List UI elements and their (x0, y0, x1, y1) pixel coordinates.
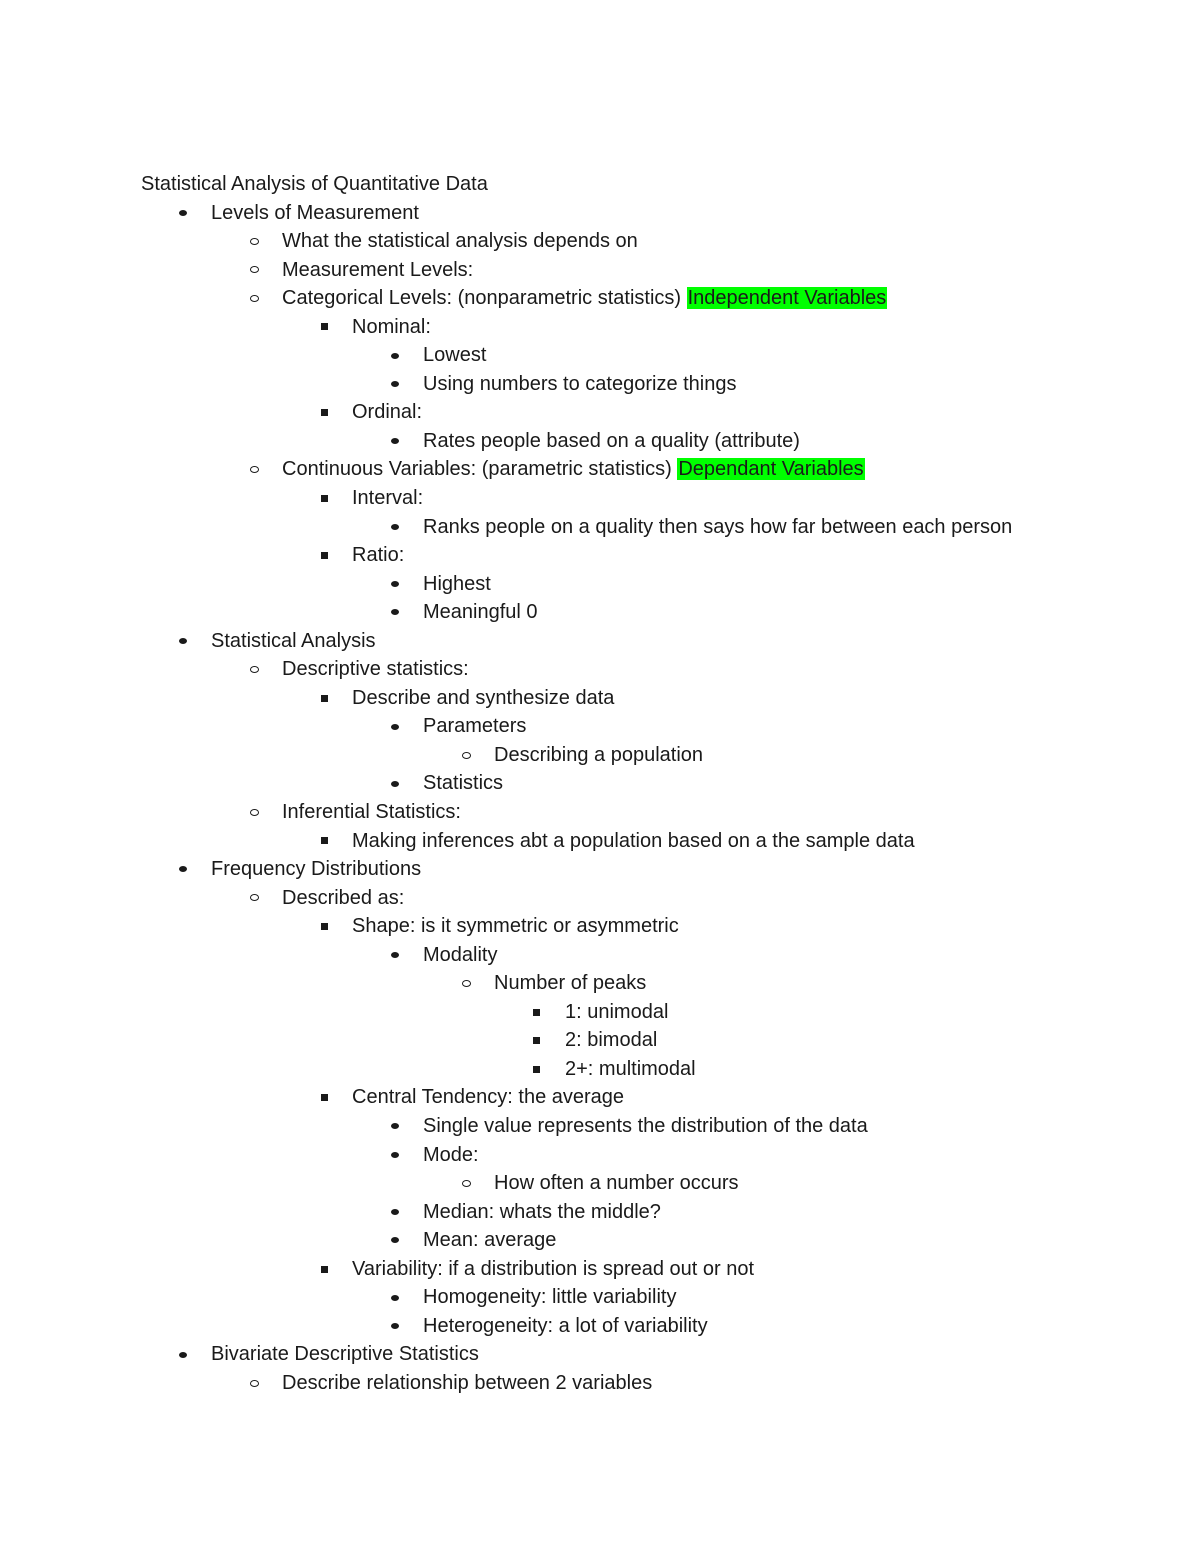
list-item-text (352, 1083, 624, 1112)
disc-bullet-icon (388, 1198, 402, 1227)
highlighted-text: Dependant Variables (678, 458, 864, 481)
disc-bullet-icon (388, 941, 402, 970)
list-item-text (423, 427, 800, 456)
list-item-text (423, 370, 737, 399)
disc-bullet-icon (388, 1226, 402, 1255)
list-item-label: Describing a population (494, 743, 704, 766)
list-item-label: Ratio: (352, 544, 405, 567)
list-item (0, 998, 1200, 1027)
list-item-label: Homogeneity: little variability (423, 1286, 677, 1309)
list-item (0, 427, 1200, 456)
list-item-label: Categorical Levels: (nonparametric statistics) (282, 287, 687, 310)
list-item (0, 1255, 1200, 1284)
list-item (0, 570, 1200, 599)
list-item-label: Heterogeneity: a lot of variability (423, 1314, 708, 1337)
square-bullet-icon (317, 1083, 331, 1112)
circle-bullet-icon (247, 1369, 261, 1398)
disc-bullet-icon (176, 855, 190, 884)
list-item (0, 313, 1200, 342)
disc-bullet-icon (388, 769, 402, 798)
list-item-label: Meaningful 0 (423, 601, 538, 624)
list-item (0, 1226, 1200, 1255)
list-item-label: Mean: average (423, 1229, 557, 1252)
list-item-label: Variability: if a distribution is spread out or not (352, 1257, 755, 1280)
list-item-text (211, 1340, 479, 1369)
list-item-text (352, 313, 431, 342)
square-bullet-icon (317, 827, 331, 856)
list-item-text (352, 484, 423, 513)
list-item-label: Statistics (423, 772, 504, 795)
list-item (0, 769, 1200, 798)
list-item-label: Median: whats the middle? (423, 1200, 661, 1223)
list-item (0, 1312, 1200, 1341)
list-item-text (423, 769, 503, 798)
list-item (0, 1112, 1200, 1141)
list-item (0, 1369, 1200, 1398)
list-item-label: Single value represents the distribution of the data (423, 1115, 868, 1137)
list-item-text (282, 256, 473, 285)
list-item-text (565, 998, 668, 1027)
list-item-label: Central Tendency: the average (352, 1086, 625, 1109)
circle-bullet-icon (459, 741, 473, 770)
list-item (0, 256, 1200, 285)
disc-bullet-icon (388, 370, 402, 399)
list-item (0, 941, 1200, 970)
disc-bullet-icon (176, 627, 190, 656)
circle-bullet-icon (459, 969, 473, 998)
disc-bullet-icon (388, 341, 402, 370)
list-item-label: Frequency Distributions (211, 858, 422, 881)
list-item-text (352, 398, 422, 427)
list-item-text (423, 1283, 676, 1312)
list-item (0, 398, 1200, 427)
list-item (0, 912, 1200, 941)
circle-bullet-icon (247, 884, 261, 913)
circle-bullet-icon (247, 798, 261, 827)
list-item-label: 2+: multimodal (565, 1057, 696, 1080)
list-item (0, 969, 1200, 998)
list-item-label: Statistical Analysis (211, 629, 376, 652)
list-item-label: Lowest (423, 344, 487, 367)
list-item-label: Ranks people on a quality then says how far between each person (423, 515, 1013, 538)
list-item-label: Describe and synthesize data (352, 686, 615, 709)
disc-bullet-icon (388, 513, 402, 542)
list-item-label: Describe relationship between 2 variables (282, 1371, 653, 1394)
list-item (0, 513, 1200, 542)
list-item-text (352, 684, 614, 713)
list-item-label: Levels of Measurement (211, 201, 419, 224)
page-title: Statistical Analysis of Quantitative Data (141, 173, 488, 195)
disc-bullet-icon (388, 1141, 402, 1170)
square-bullet-icon (317, 684, 331, 713)
list-item-label: Descriptive statistics: (282, 658, 469, 681)
list-item (0, 199, 1200, 228)
list-item-text (282, 884, 404, 913)
list-item-label: Using numbers to categorize things (423, 372, 737, 395)
list-item-text (211, 627, 376, 656)
list-item-text (352, 827, 915, 856)
list-item-label: Parameters (423, 715, 527, 738)
list-item (0, 712, 1200, 741)
list-item-text (565, 1026, 657, 1055)
list-item-text (282, 798, 461, 827)
list-item-text (423, 570, 491, 599)
square-bullet-icon (317, 313, 331, 342)
list-item-text (352, 912, 679, 941)
list-item-text (282, 227, 638, 256)
disc-bullet-icon (388, 1112, 402, 1141)
highlighted-text: Independent Variables (687, 287, 887, 310)
list-item-text (423, 1141, 479, 1170)
bullet-outline (0, 199, 1200, 1398)
list-item (0, 655, 1200, 684)
disc-bullet-icon (388, 598, 402, 627)
list-item-label: 1: unimodal (565, 1000, 669, 1023)
disc-bullet-icon (388, 1312, 402, 1341)
list-item (0, 1340, 1200, 1369)
list-item (0, 1169, 1200, 1198)
list-item-text (494, 741, 703, 770)
list-item (0, 798, 1200, 827)
list-item-text (494, 969, 646, 998)
list-item (0, 227, 1200, 256)
list-item-label: 2: bimodal (565, 1029, 658, 1052)
list-item-label: Ordinal: (352, 401, 423, 424)
list-item-label: Modality (423, 943, 498, 966)
list-item-label: Nominal: (352, 315, 431, 338)
list-item-label: Described as: (282, 886, 405, 909)
square-bullet-icon (529, 998, 543, 1027)
list-item-text (423, 1112, 868, 1141)
list-item-label: Highest (423, 572, 491, 595)
disc-bullet-icon (176, 1340, 190, 1369)
list-item-text (423, 513, 1012, 542)
circle-bullet-icon (247, 256, 261, 285)
list-item-text (423, 341, 486, 370)
list-item-label: Making inferences abt a population based on a the sample data (352, 829, 915, 852)
list-item (0, 284, 1200, 313)
square-bullet-icon (529, 1026, 543, 1055)
list-item (0, 1283, 1200, 1312)
list-item-text (282, 284, 887, 313)
list-item-label: Mode: (423, 1143, 479, 1166)
list-item (0, 684, 1200, 713)
list-item (0, 827, 1200, 856)
list-item-text (282, 655, 469, 684)
disc-bullet-icon (388, 712, 402, 741)
list-item-label: Interval: (352, 486, 424, 509)
list-item (0, 598, 1200, 627)
list-item-label: Measurement Levels: (282, 258, 474, 281)
list-item-label: How often a number occurs (494, 1172, 739, 1195)
list-item (0, 1141, 1200, 1170)
disc-bullet-icon (388, 570, 402, 599)
list-item-text (494, 1169, 739, 1198)
list-item-text (423, 712, 526, 741)
list-item-text (423, 941, 497, 970)
list-item (0, 627, 1200, 656)
list-item (0, 741, 1200, 770)
list-item (0, 1198, 1200, 1227)
square-bullet-icon (317, 398, 331, 427)
circle-bullet-icon (247, 455, 261, 484)
disc-bullet-icon (388, 1283, 402, 1312)
list-item-text (211, 855, 421, 884)
list-item-label: Continuous Variables: (parametric statistics) (282, 458, 678, 481)
list-item-text (282, 1369, 652, 1398)
list-item (0, 855, 1200, 884)
list-item-label: What the statistical analysis depends on (282, 230, 638, 253)
square-bullet-icon (317, 1255, 331, 1284)
disc-bullet-icon (388, 427, 402, 456)
list-item (0, 1026, 1200, 1055)
circle-bullet-icon (247, 284, 261, 313)
list-item-text (423, 1312, 708, 1341)
list-item-label: Number of peaks (494, 972, 647, 995)
list-item-text (282, 455, 865, 484)
square-bullet-icon (317, 912, 331, 941)
circle-bullet-icon (247, 227, 261, 256)
square-bullet-icon (317, 541, 331, 570)
list-item-label: Bivariate Descriptive Statistics (211, 1343, 479, 1366)
list-item (0, 370, 1200, 399)
list-item (0, 341, 1200, 370)
list-item-text (423, 1198, 661, 1227)
list-item-label: Shape: is it symmetric or asymmetric (352, 915, 679, 938)
list-item-text (211, 199, 419, 228)
list-item-text (352, 1255, 754, 1284)
list-item-text (423, 1226, 556, 1255)
list-item-text (565, 1055, 696, 1084)
list-item-text (423, 598, 538, 627)
list-item (0, 1083, 1200, 1112)
square-bullet-icon (529, 1055, 543, 1084)
list-item (0, 455, 1200, 484)
list-item-label: Inferential Statistics: (282, 800, 461, 823)
disc-bullet-icon (176, 199, 190, 228)
list-item-label: Rates people based on a quality (attribute) (423, 429, 800, 452)
list-item (0, 1055, 1200, 1084)
square-bullet-icon (317, 484, 331, 513)
list-item-text (352, 541, 404, 570)
list-item (0, 884, 1200, 913)
list-item (0, 484, 1200, 513)
circle-bullet-icon (459, 1169, 473, 1198)
circle-bullet-icon (247, 655, 261, 684)
list-item (0, 541, 1200, 570)
